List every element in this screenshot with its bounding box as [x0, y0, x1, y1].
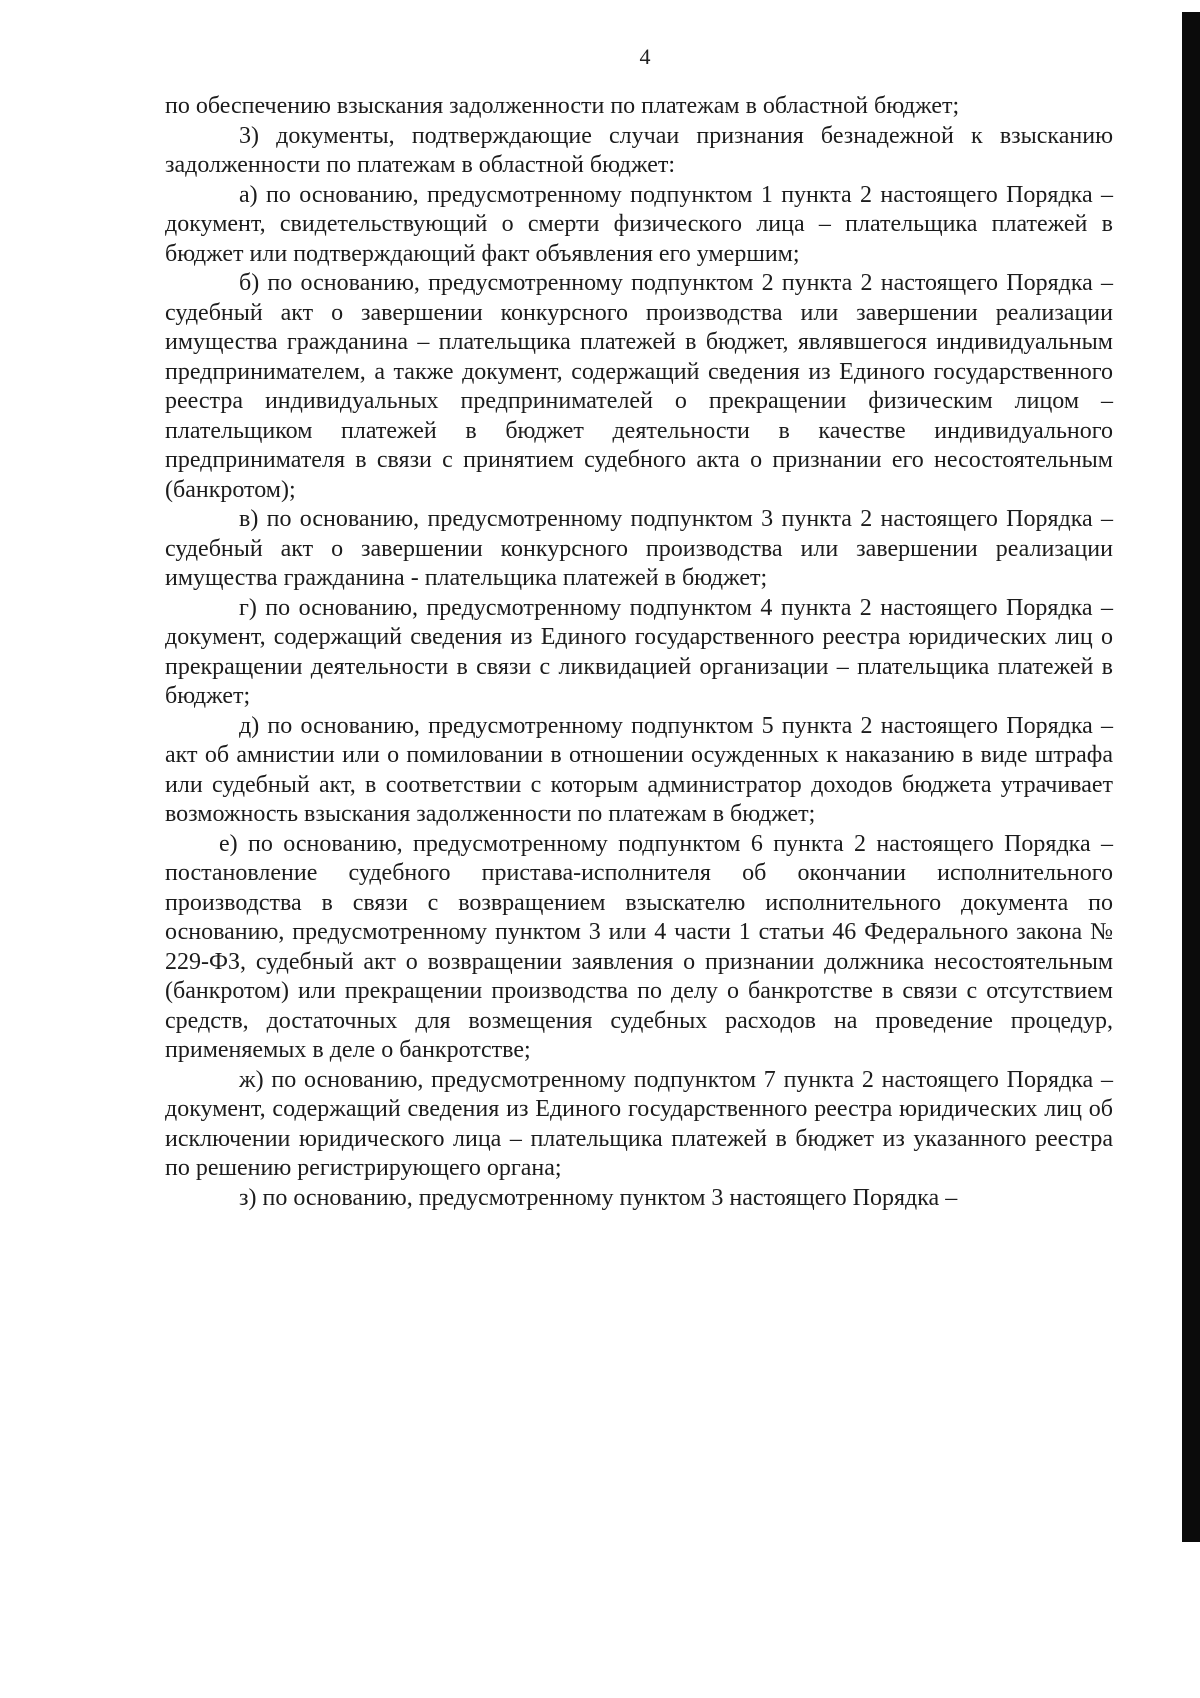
document-body — [165, 92, 1113, 1213]
scan-edge-bar — [1182, 12, 1200, 1542]
paragraph-subitem-e: е) по основанию, предусмотренному подпунктом 6 пункта 2 настоящего Порядка – постановление судебного пристава-исполнителя об окончании исполнительного производства в связи с возвращением взыскателю исполнительного документа по основанию, предусмотренному пунктом 3 или 4 части 1 статьи 46 Федерального закона № 229-ФЗ, судебный акт о возвращении заявления о признании должника несостоятельным (банкротом) или прекращении производства по делу о банкротстве в связи с отсутствием средств, достаточных для возмещения судебных расходов на проведение процедур, применяемых в деле о банкротстве; — [165, 830, 1113, 1063]
paragraph-subitem-d: д) по основанию, предусмотренному подпунктом 5 пункта 2 настоящего Порядка – акт об амнистии или о помиловании в отношении осужденных к наказанию в виде штрафа или судебный акт, в соответствии с которым администратор доходов бюджета утрачивает возможность взыскания задолженности по платежам в бюджет; — [165, 712, 1113, 827]
page-number: 4 — [639, 44, 651, 69]
paragraph-subitem-zh: ж) по основанию, предусмотренному подпунктом 7 пункта 2 настоящего Порядка – документ, содержащий сведения из Единого государственного реестра юридических лиц об исключении юридического лица – плательщика платежей в бюджет из указанного реестра по решению регистрирующего органа; — [165, 1066, 1113, 1181]
paragraph-subitem-a: а) по основанию, предусмотренному подпунктом 1 пункта 2 настоящего Порядка – документ, свидетельствующий о смерти физического лица – плательщика платежей в бюджет или подтверждающий факт объявления его умершим; — [165, 181, 1113, 267]
paragraph-subitem-v: в) по основанию, предусмотренному подпунктом 3 пункта 2 настоящего Порядка – судебный акт о завершении конкурсного производства или завершении реализации имущества гражданина - плательщика платежей в бюджет; — [165, 506, 1113, 591]
paragraph-continuation: по обеспечению взыскания задолженности по платежам в областной бюджет; — [165, 93, 960, 119]
paragraph-subitem-g: г) по основанию, предусмотренному подпунктом 4 пункта 2 настоящего Порядка – документ, содержащий сведения из Единого государственного реестра юридических лиц о прекращении деятельности в связи с ликвидацией организации – плательщика платежей в бюджет; — [165, 594, 1113, 709]
paragraph-subitem-b: б) по основанию, предусмотренному подпунктом 2 пункта 2 настоящего Порядка – судебный акт о завершении конкурсного производства или завершении реализации имущества гражданина – плательщика платежей в бюджет, являвшегося индивидуальным предпринимателем, а также документ, содержащий сведения из Единого государственного реестра индивидуальных предпринимателей о прекращении физическим лицом – плательщиком платежей в бюджет деятельности в качестве индивидуального предпринимателя в связи с принятием судебного акта о признании его несостоятельным (банкротом); — [165, 270, 1113, 503]
paragraph-subitem-z: з) по основанию, предусмотренному пунктом 3 настоящего Порядка – — [239, 1184, 958, 1211]
paragraph-item-3: 3) документы, подтверждающие случаи признания безнадежной к взысканию задолженности по платежам в областной бюджет: — [165, 122, 1113, 178]
